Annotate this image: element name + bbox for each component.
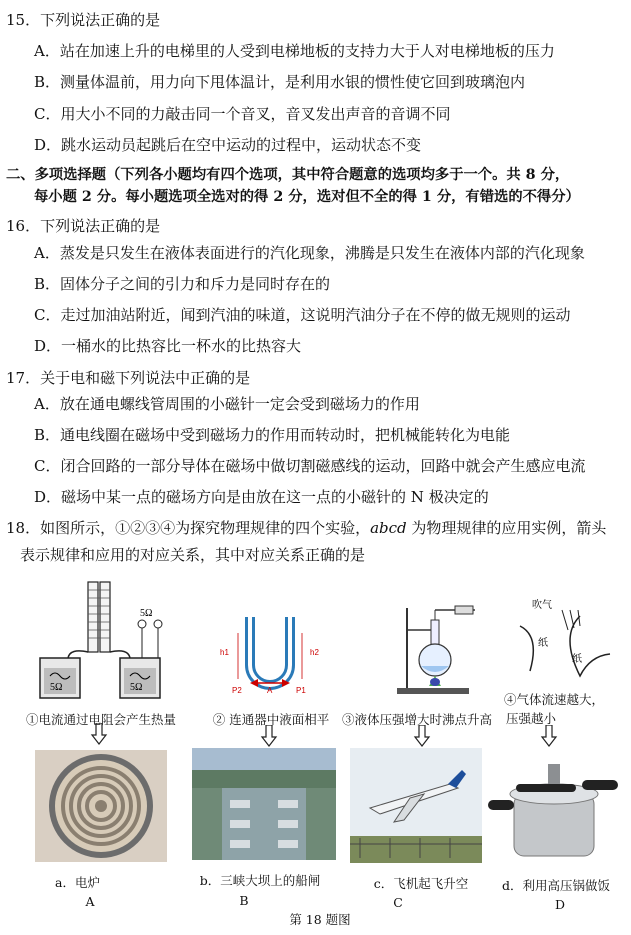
h1-label: h1 xyxy=(220,648,229,657)
q15-option-b: B．测量体温前，用力向下甩体温计，是利用水银的惯性使它回到玻璃泡内 xyxy=(34,73,526,91)
q16-option-b: B．固体分子之间的引力和斥力是同时存在的 xyxy=(34,275,331,293)
q16-option-d: D．一桶水的比热容比一杯水的比热容大 xyxy=(34,337,302,355)
paper-2-label: 纸 xyxy=(572,654,582,665)
choice-a-label: A xyxy=(85,894,95,909)
q18-stem-part2: 为物理规律的应用实例，箭头 xyxy=(406,519,607,537)
choice-d-label: D xyxy=(554,897,566,912)
experiment-4-caption-1: ④气体流速越大， xyxy=(504,692,605,707)
arrow-down-icon xyxy=(260,725,278,747)
arrow-down-icon xyxy=(413,725,431,747)
resistor-right-label: 5Ω xyxy=(130,682,143,693)
arrow-down-icon xyxy=(90,723,108,745)
choice-b-label: B xyxy=(239,893,249,908)
q17-option-b: B．通电线圈在磁场中受到磁场力的作用而转动时，把机械能转化为电能 xyxy=(34,426,511,444)
section-2-instructions: 每小题 2 分。每小题选项全选对的得 2 分，选对但不全的得 1 分，有错选的不得分） xyxy=(34,189,580,205)
experiment-1-diagram xyxy=(30,578,170,703)
choice-c-label: C xyxy=(393,895,403,910)
experiment-2-diagram xyxy=(210,615,330,700)
electric-stove-photo xyxy=(35,750,167,862)
experiment-2-caption: ② 连通器中液面相平 xyxy=(212,712,330,727)
application-a-caption: a．电炉 xyxy=(55,875,100,890)
figure-title: 第 18 题图 xyxy=(289,912,351,927)
airplane-photo xyxy=(350,748,482,863)
blow-label: 吹气 xyxy=(532,600,552,611)
q17-stem: 17．关于电和磁下列说法中正确的是 xyxy=(6,369,251,387)
q16-option-c: C．走过加油站附近，闻到汽油的味道，这说明汽油分子在不停的做无规则的运动 xyxy=(34,306,571,324)
experiment-4-diagram xyxy=(510,596,620,686)
point-a-label: A xyxy=(267,686,273,695)
q18-stem-line2: 表示规律和应用的对应关系，其中对应关系正确的是 xyxy=(20,546,366,564)
q15-stem: 15．下列说法正确的是 xyxy=(6,11,161,29)
application-d-caption: d．利用高压锅做饭 xyxy=(501,878,610,893)
q17-option-a: A．放在通电螺线管周围的小磁针一定会受到磁场力的作用 xyxy=(34,395,420,413)
pressure-cooker-photo xyxy=(486,750,622,866)
h2-label: h2 xyxy=(310,648,319,657)
p1-label: P1 xyxy=(296,686,306,695)
section-2-heading: 二、多项选择题（下列各小题均有四个选项，其中符合题意的选项均多于一个。共 8 分， xyxy=(6,167,570,183)
experiment-1-caption: ①电流通过电阻会产生热量 xyxy=(26,712,177,727)
q15-option-a: A．站在加速上升的电梯里的人受到电梯地板的支持力大于人对电梯地板的压力 xyxy=(34,42,555,60)
q16-option-a: A．蒸发是只发生在液体表面进行的汽化现象，沸腾是只发生在液体内部的汽化现象 xyxy=(34,244,585,262)
application-c-caption: c．飞机起飞升空 xyxy=(373,876,469,891)
experiment-3-diagram xyxy=(385,600,485,700)
resistor-left-label: 5Ω xyxy=(50,682,63,693)
q15-option-c: C．用大小不同的力敲击同一个音叉，音叉发出声音的音调不同 xyxy=(34,105,451,123)
application-b-caption: b．三峡大坝上的船闸 xyxy=(199,873,321,888)
q15-option-d: D．跳水运动员起跳后在空中运动的过程中，运动状态不变 xyxy=(34,136,422,154)
experiment-4-caption-2: 压强越小 xyxy=(506,711,557,726)
experiment-3-caption: ③液体压强增大时沸点升高 xyxy=(342,712,493,727)
ship-lock-photo xyxy=(192,748,336,860)
q18-stem-part1: 18．如图所示，①②③④为探究物理规律的四个实验， xyxy=(6,519,371,537)
q18-stem-line1 xyxy=(6,518,606,538)
paper-1-label: 纸 xyxy=(538,638,548,649)
arrow-down-icon xyxy=(540,725,558,747)
q17-option-d: D．磁场中某一点的磁场方向是由放在这一点的小磁针的 N 极决定的 xyxy=(34,488,489,506)
q16-stem: 16．下列说法正确的是 xyxy=(6,217,161,235)
p2-label: P2 xyxy=(232,686,242,695)
q18-stem-italic: abcd xyxy=(370,519,407,537)
resistor-top-label: 5Ω xyxy=(140,608,153,619)
q17-option-c: C．闭合回路的一部分导体在磁场中做切割磁感线的运动，回路中就会产生感应电流 xyxy=(34,457,586,475)
